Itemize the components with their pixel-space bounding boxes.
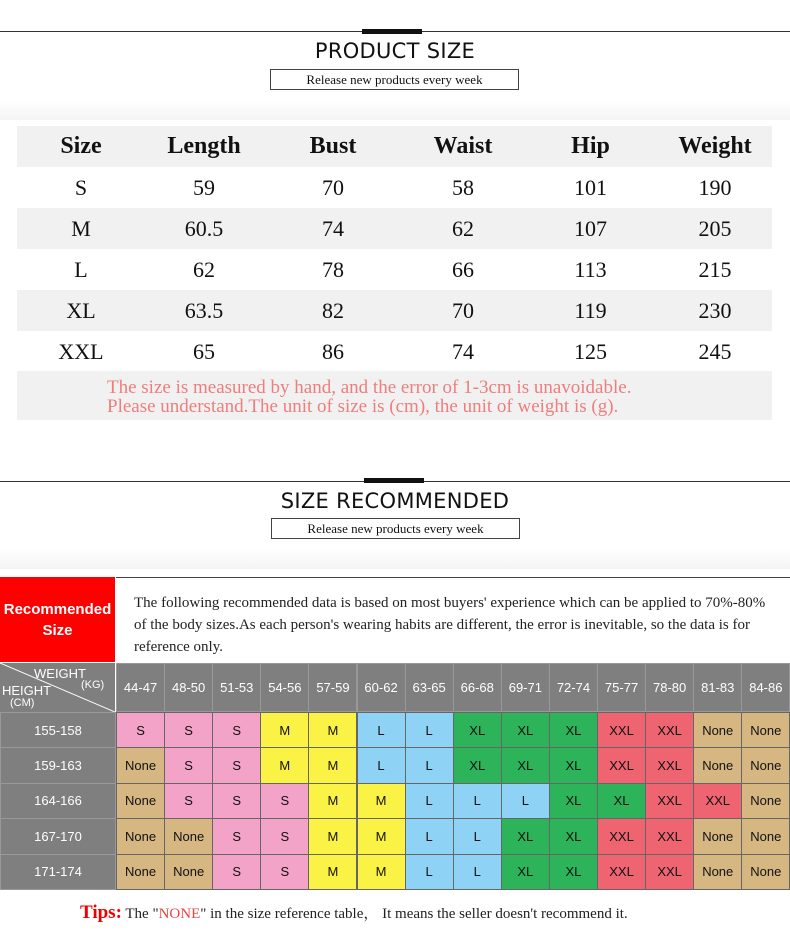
size-cell: XL: [597, 783, 646, 819]
table-row: [17, 249, 772, 290]
cell-weight: 205: [698, 215, 732, 241]
weight-header-cell: 84-86: [741, 663, 790, 712]
weight-label: WEIGHT: [34, 666, 86, 681]
size-cell: S: [212, 747, 261, 783]
header-waist: Waist: [433, 133, 493, 159]
recommended-size-label: [0, 577, 115, 662]
size-cell: XL: [501, 854, 550, 890]
size-cell: None: [693, 712, 742, 748]
cell-hip: 101: [574, 174, 607, 200]
size-cell: None: [693, 818, 742, 854]
height-unit: (CM): [10, 697, 35, 709]
cell-size: L: [74, 256, 88, 282]
cell-length: 63.5: [184, 297, 224, 323]
header-size: Size: [60, 133, 102, 159]
table-row: [17, 331, 772, 372]
size-cell: L: [453, 818, 502, 854]
weight-header-cell: 60-62: [357, 663, 406, 712]
product-size-subtitle: Release new products every week: [270, 69, 519, 90]
size-cell: M: [308, 712, 357, 748]
cell-bust: 78: [322, 256, 344, 282]
recommended-label-line2: Size: [42, 621, 73, 639]
size-cell: XXL: [645, 747, 694, 783]
cell-length: 59: [193, 174, 215, 200]
size-cell: S: [212, 818, 261, 854]
size-cell: XXL: [597, 818, 646, 854]
size-cell: XL: [549, 712, 598, 748]
size-cell: S: [164, 747, 213, 783]
size-cell: XL: [549, 747, 598, 783]
size-cell: None: [116, 783, 165, 819]
size-cell: XXL: [597, 747, 646, 783]
size-cell: None: [741, 818, 790, 854]
cell-hip: 107: [574, 215, 607, 241]
weight-header-cell: 57-59: [308, 663, 357, 712]
tips-label: Tips:: [80, 902, 122, 923]
cell-weight: 190: [698, 174, 732, 200]
cell-size: XXL: [58, 338, 104, 364]
height-header-cell: 164-166: [0, 783, 116, 819]
size-cell: XL: [501, 818, 550, 854]
header-bust: Bust: [309, 133, 357, 159]
size-cell: M: [308, 783, 357, 819]
size-cell: XL: [549, 818, 598, 854]
height-header-cell: 155-158: [0, 712, 116, 748]
cell-length: 65: [193, 338, 215, 364]
size-cell: M: [308, 854, 357, 890]
cell-size: XL: [66, 297, 96, 323]
weight-header-cell: 48-50: [164, 663, 213, 712]
weight-unit: (KG): [81, 679, 105, 691]
cell-hip: 119: [574, 297, 607, 323]
size-cell: S: [260, 783, 309, 819]
size-cell: None: [116, 747, 165, 783]
section-fade: [0, 549, 790, 569]
note-line-2: Please understand.The unit of size is (cm), the unit of weight is (g).: [107, 396, 619, 417]
cell-weight: 245: [698, 338, 732, 364]
cell-size: M: [71, 215, 91, 241]
recommended-label-line1: Recommended: [3, 600, 112, 618]
size-cell: None: [693, 747, 742, 783]
size-table: [17, 126, 772, 372]
size-cell: L: [501, 783, 550, 819]
height-header-cell: 171-174: [0, 854, 116, 890]
size-cell: L: [405, 747, 454, 783]
table-row: [17, 167, 772, 208]
size-cell: XL: [453, 712, 502, 748]
size-cell: L: [405, 818, 454, 854]
tips-none-word: NONE: [158, 906, 201, 922]
table-row: [17, 290, 772, 331]
size-cell: None: [164, 854, 213, 890]
size-cell: XXL: [597, 854, 646, 890]
weight-header-cell: 44-47: [116, 663, 165, 712]
weight-height-corner: [0, 663, 115, 712]
header-hip: Hip: [571, 133, 610, 159]
cell-size: S: [74, 174, 88, 200]
size-table-header: [17, 126, 772, 167]
cell-waist: 62: [452, 215, 474, 241]
cell-hip: 113: [574, 256, 607, 282]
size-cell: None: [693, 854, 742, 890]
tips-after: " in the size reference table， It means the seller doesn't recommend it.: [200, 906, 628, 922]
table-row: [17, 208, 772, 249]
cell-waist: 66: [452, 256, 474, 282]
weight-header-cell: 72-74: [549, 663, 598, 712]
size-cell: XXL: [645, 818, 694, 854]
size-cell: S: [212, 783, 261, 819]
size-cell: XXL: [597, 712, 646, 748]
height-label: HEIGHT: [2, 683, 52, 698]
size-cell: None: [164, 818, 213, 854]
size-cell: None: [116, 818, 165, 854]
size-cell: S: [164, 712, 213, 748]
header-length: Length: [167, 133, 241, 159]
cell-waist: 70: [452, 297, 474, 323]
cell-length: 62: [193, 256, 215, 282]
size-cell: L: [405, 783, 454, 819]
weight-header-cell: 54-56: [260, 663, 309, 712]
size-recommended-title: SIZE RECOMMENDED: [280, 489, 510, 513]
cell-length: 60.5: [184, 215, 224, 241]
size-cell: S: [212, 854, 261, 890]
weight-header-cell: 75-77: [597, 663, 646, 712]
size-cell: S: [260, 818, 309, 854]
size-cell: L: [405, 854, 454, 890]
note-line-1: The size is measured by hand, and the error of 1-3cm is unavoidable.: [107, 377, 632, 398]
size-cell: S: [116, 712, 165, 748]
weight-header-cell: 51-53: [212, 663, 261, 712]
recommend-table: [0, 577, 790, 893]
size-cell: M: [357, 818, 406, 854]
size-cell: M: [357, 854, 406, 890]
measurement-note: [17, 371, 772, 420]
size-cell: None: [741, 783, 790, 819]
size-cell: M: [308, 747, 357, 783]
size-cell: None: [741, 854, 790, 890]
size-cell: None: [741, 712, 790, 748]
size-cell: XL: [501, 747, 550, 783]
weight-header-cell: 78-80: [645, 663, 694, 712]
size-cell: L: [357, 712, 406, 748]
title-accent-bar: [364, 478, 424, 483]
tips-line: [80, 902, 628, 924]
height-header-cell: 167-170: [0, 818, 116, 854]
weight-header-cell: 69-71: [501, 663, 550, 712]
cell-hip: 125: [574, 338, 607, 364]
size-cell: L: [405, 712, 454, 748]
weight-header-cell: 66-68: [453, 663, 502, 712]
size-recommended-subtitle: Release new products every week: [271, 518, 520, 539]
header-weight: Weight: [678, 133, 752, 159]
cell-bust: 74: [322, 215, 344, 241]
size-cell: M: [357, 783, 406, 819]
cell-weight: 215: [698, 256, 732, 282]
title-accent-bar: [362, 29, 422, 34]
size-cell: XL: [549, 783, 598, 819]
cell-bust: 70: [322, 174, 344, 200]
recommend-description: The following recommended data is based on most buyers' experience which can be applied to 70%-80% of the body sizes.As each person's wearing habits are different, the error is inevitable, so the data is for reference only.: [116, 577, 790, 662]
cell-bust: 82: [322, 297, 344, 323]
cell-waist: 74: [452, 338, 474, 364]
height-header-cell: 159-163: [0, 747, 116, 783]
size-cell: M: [260, 747, 309, 783]
size-cell: None: [116, 854, 165, 890]
size-cell: L: [453, 783, 502, 819]
size-cell: S: [212, 712, 261, 748]
product-size-title: PRODUCT SIZE: [314, 39, 476, 63]
tips-before: The ": [125, 906, 159, 922]
cell-waist: 58: [452, 174, 474, 200]
size-cell: S: [164, 783, 213, 819]
size-cell: M: [308, 818, 357, 854]
size-cell: XL: [549, 854, 598, 890]
size-cell: L: [453, 854, 502, 890]
size-cell: L: [357, 747, 406, 783]
size-cell: XXL: [693, 783, 742, 819]
cell-bust: 86: [322, 338, 344, 364]
size-cell: S: [260, 854, 309, 890]
size-cell: M: [260, 712, 309, 748]
weight-header-cell: 63-65: [405, 663, 454, 712]
size-cell: XXL: [645, 854, 694, 890]
size-cell: XXL: [645, 712, 694, 748]
cell-weight: 230: [698, 297, 732, 323]
size-cell: XL: [453, 747, 502, 783]
size-cell: XL: [501, 712, 550, 748]
size-cell: XXL: [645, 783, 694, 819]
size-cell: None: [741, 747, 790, 783]
weight-header-cell: 81-83: [693, 663, 742, 712]
section-fade: [0, 100, 790, 120]
